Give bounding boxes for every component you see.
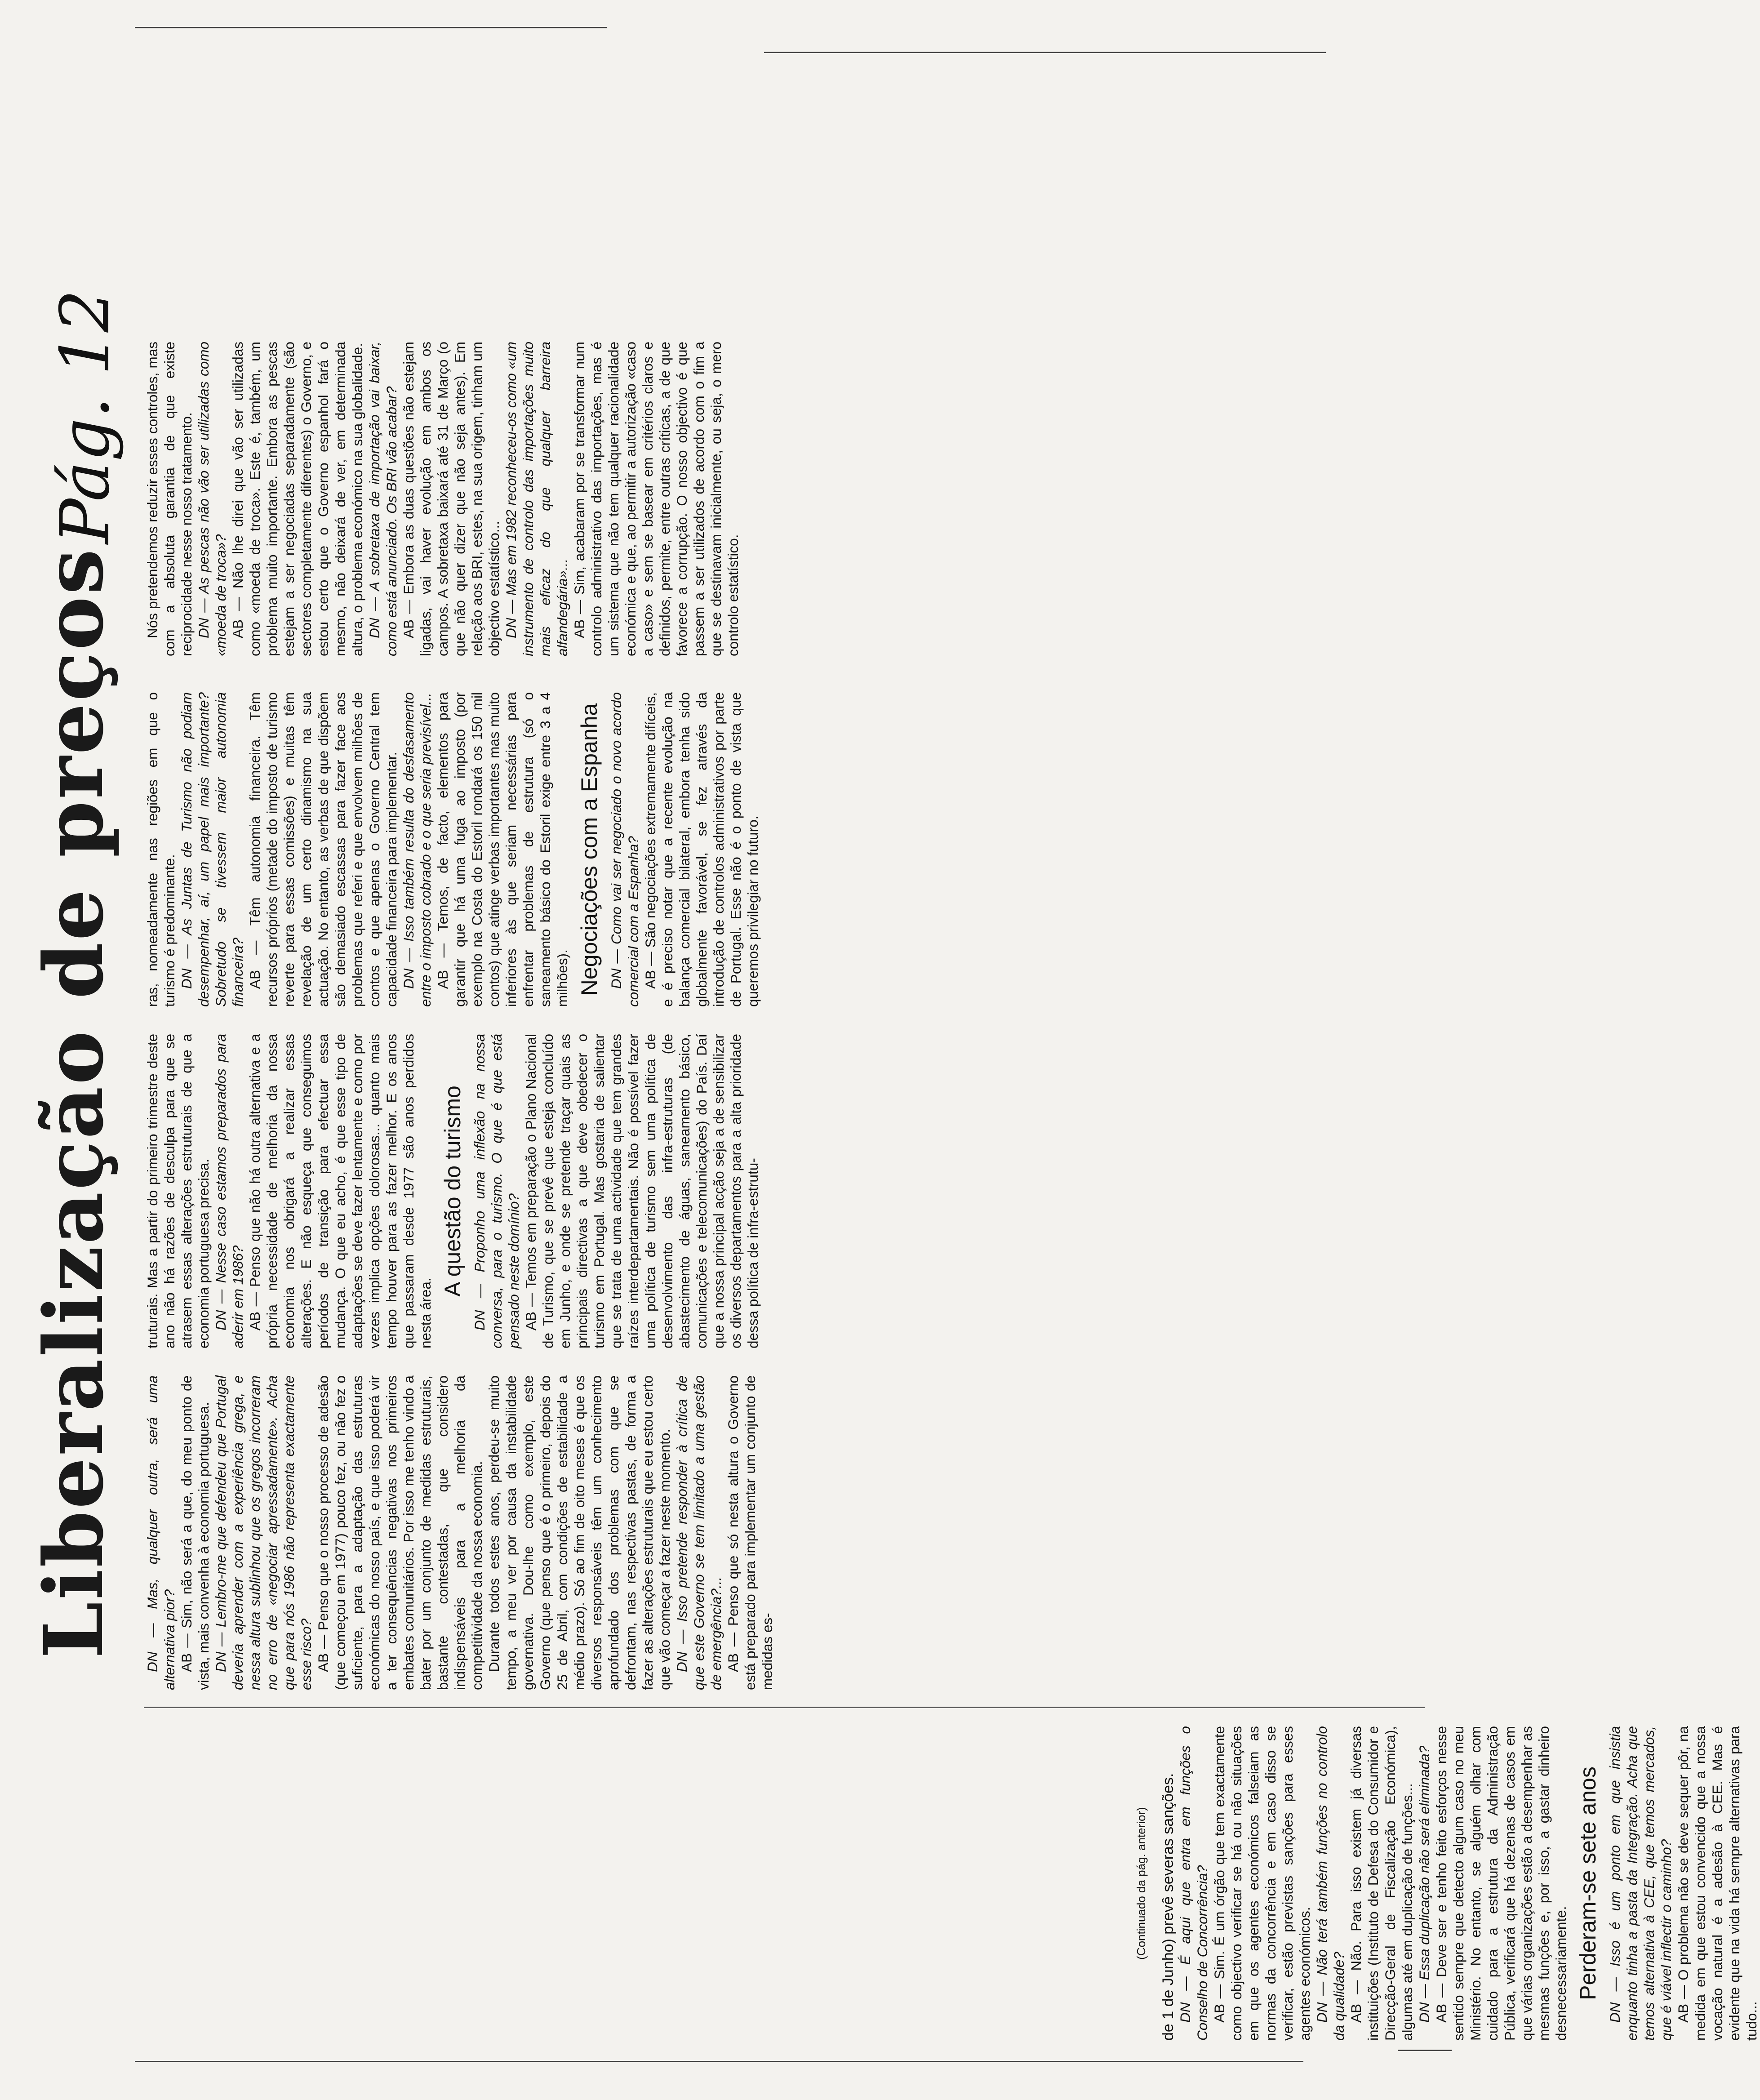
question: DN — As Juntas de Turismo não podiam desempenhar, aí, um papel mais importante? Sobretudo se tivessem maior autonomia financeira? <box>178 692 246 1007</box>
top-rule-left <box>135 27 607 28</box>
paragraph: ras, nomeadamente nas regiões em que o turismo é predominante. <box>144 692 178 1007</box>
column-3 <box>144 1034 761 1348</box>
answer: AB — Penso que só nesta altura o Governo está preparado para implementar um conjunto de medidas es- <box>725 1375 775 1690</box>
answer: AB — O problema não se deve sequer pôr, na medida em que estou convencido que a nossa vocação natural é a adesão à CEE. Mas é evidente que na vida há sempre alternativas para tudo... <box>1675 1726 1760 2041</box>
page-edge-mark <box>1398 2050 1452 2051</box>
section-heading: A questão do turismo <box>440 1086 465 1297</box>
question: DN — Essa duplicação não será eliminada? <box>1416 1745 1432 2023</box>
question: DN — Mas em 1982 reconheceu-os como «um instrumento de controlo das importações muito mais eficaz do que qualquer barreira alfandegária»... <box>503 342 570 656</box>
question: DN — É aqui que entra em funções o Conselho de Concorrência? <box>1177 1726 1210 2041</box>
question: DN — As pescas não vão ser utilizadas como «moeda de troca»? <box>196 342 229 656</box>
question: DN — A sobretaxa de importação vai baixar, como está anunciado. Os BRI vão acabar? <box>366 342 400 656</box>
handwritten-page-note: Pág. 12 <box>46 289 124 544</box>
headline: Liberalização de preços <box>27 547 121 1659</box>
bottom-rule <box>135 2061 1303 2062</box>
answer: AB — Penso que não há outra alternativa e a própria necessidade de melhoria da nossa economia nos obrigará a realizar essas alterações. E não esqueça que conseguimos períodos de transição para efectuar essa mudança. O que eu acho, é que esse tipo de adaptações se deve fazer lentamente e como por vezes implica opções dolorosas... quanto mais tempo houver para as fazer melhor. E os anos que passaram desde 1977 são anos perdidos nesta área. <box>247 1034 434 1348</box>
answer: AB — Sim. É um órgão que tem exactamente como objectivo verificar se há ou não situações em que os agentes económicos falseiam as normas da concorrência e em caso disso se verificar, estão previstas sanções para esses agentes económicos. <box>1211 1726 1313 2041</box>
answer: AB — Temos em preparação o Plano Nacional de Turismo, que se prevê que esteja concluído em Junho, e onde se pretende traçar quais as principais directivas a que deve obedecer o turismo em Portugal. Mas gostaria de salientar que se trata de uma actividade que tem grandes raízes interdepartamentais. Não é possível fazer uma política de turismo sem uma política de desenvolvimento das infra-estruturas (de abastecimento de águas, saneamento básico, comunicações e telecomunicações) do País. Daí que a nossa principal acção seja a de sensibilizar os diversos departamentos para a alta prioridade dessa política de infra-estrutu- <box>523 1034 761 1348</box>
paragraph: Durante todos estes anos, perdeu-se muito tempo, a meu ver por causa da instabilidade governativa. Dou-lhe como exemplo, este Governo (que penso que é o primeiro, depois do 25 de Abril, com condições de estabilidade a médio prazo). Só ao fim de oito meses é que os diversos responsáveis têm um conhecimento aprofundado dos problemas com que se defrontam, nas respectivas pastas, de forma a fazer as alterações estruturais que eu estou certo que vão começar a fazer neste momento. <box>486 1375 673 1690</box>
column-divider <box>144 1707 1425 1708</box>
paragraph: de 1 de Junho) prevê severas sanções. <box>1160 1773 1177 2041</box>
question: DN — Proponho uma inflexão na nossa conversa, para o turismo. O que é que está pensado neste domínio? <box>471 1034 522 1348</box>
question: DN — Isso pretende responder à crítica de que este Governo se tem limitado a uma gestão de emergência?... <box>674 1375 724 1690</box>
answer: AB — Não. Para isso existem já diversas instituições (Instituto de Defesa do Consumidor e Direcção-Geral de Fiscalização Económica), algumas até em duplicação de funções... <box>1348 1726 1415 2041</box>
column-1 <box>1133 1726 1760 2041</box>
section-heading: Negociações com a Espanha <box>577 703 602 996</box>
answer: AB — São negociações extremamente difíceis, e é preciso notar que a recente evolução na balança comercial bilateral, embora tenha sido globalmente favorável, se fez através da introdução de controlos administrativos por parte de Portugal. Esse não é o ponto de vista que queremos privilegiar no futuro. <box>642 692 761 1007</box>
question: DN — Lembro-me que defendeu que Portugal deveria aprender com a experiência grega, e nessa altura sublinhou que os gregos incorreram no erro de «negociar apressadamente». Acha que para nós 1986 não representa exactamente esse risco? <box>213 1375 314 1690</box>
continued-note: (Continuado da pág. anterior) <box>1134 1807 1148 1960</box>
column-2 <box>144 1375 776 1690</box>
answer: AB — Têm autonomia financeira. Têm recursos próprios (metade do imposto de turismo reverte para essas comissões) e muitas têm revelação de um certo dinamismo na sua actuação. No entanto, as verbas de que dispõem são demasiado escassas para fazer face aos problemas que referi e que envolvem milhões de contos e que apenas o Governo Central tem capacidade financeira para implementar. <box>247 692 400 1007</box>
top-rule-right <box>764 52 1326 53</box>
rotated-article <box>27 63 1760 2041</box>
answer: AB — Penso que o nosso processo de adesão (que começou em 1977) pouco fez, ou não fez o suficiente, para a adaptação das estruturas económicas do nosso país, e que isso poderá vir a ter consequências negativas nos primeiros embates comunitários. Por isso me tenho vindo a bater por um conjunto de medidas estruturais, bastante contestadas, que considero indispensáveis para a melhoria da competitividade da nossa economia. <box>315 1375 485 1690</box>
answer: AB — Sim, acabaram por se transformar num controlo administrativo das importações, mas é um sistema que não tem qualquer racionalidade económica e que, ao permitir a autorização «caso a caso» e sem se basear em critérios claros e definidos, permite, entre outras críticas, a de que favorece a corrupção. O nosso objectivo é que passem a ser utilizados de acordo com o fim a que se destinavam inicialmente, ou seja, o mero controlo estatístico. <box>571 342 741 656</box>
answer: AB — Embora as duas questões não estejam ligadas, vai haver evolução em ambos os campos. A sobretaxa baixará até 31 de Março (o que não quer dizer que não seja antes). Em relação aos BRI, estes, na sua origem, tinham um objectivo estatístico... <box>400 342 502 656</box>
answer: AB — Deve ser e tenho feito esforços nesse sentido sempre que detecto algum caso no meu Ministério. No entanto, se alguém olhar com cuidado para a estrutura da Administração Pública, verificará que há dezenas de casos em que várias organizações estão a desempenhar as mesmas funções e, por isso, a gastar dinheiro desnecessariamente. <box>1433 1726 1569 2041</box>
question: DN — Não terá também funções no controlo da qualidade? <box>1314 1726 1347 2041</box>
section-heading: Perderam-se sete anos <box>1575 1766 1600 2000</box>
question: DN — Nesse caso estamos preparados para aderir em 1986? <box>213 1034 246 1348</box>
question: DN — Como vai ser negociado o novo acordo comercial com a Espanha? <box>608 692 641 1007</box>
question: DN — Isso é um ponto em que insistia enquanto tinha a pasta da Integração. Acha que temos alternativa à CEE, que temos mercados, que é viável inflectir o caminho? <box>1607 1726 1674 2041</box>
answer: AB — Não lhe direi que vão ser utilizadas como «moeda de troca». Este é, também, um problema muito importante. Embora as pescas estejam a ser negociadas separadamente (são sectores completamente diferentes) o Governo, e estou certo que o Governo espanhol fará o mesmo, não deixará de ver, em determinada altura, o problema económico na sua globalidade. <box>230 342 365 656</box>
question: DN — Isso também resulta do desfasamento entre o imposto cobrado e o que seria previsível... <box>400 692 434 1007</box>
paragraph: Nós pretendemos reduzir esses controles, mas com a absoluta garantia de que existe reciprocidade nesse nosso tratamento. <box>144 342 195 656</box>
question: DN — Mas, qualquer outra, será uma alternativa pior? <box>144 1375 178 1690</box>
column-4 <box>144 692 761 1007</box>
column-5 <box>144 342 742 656</box>
answer: AB — Temos, de facto, elementos para garantir que há uma fuga ao imposto (por exemplo na Costa do Estoril rondará os 150 mil contos) que atinge verbas importantes mas muito inferiores às que seriam necessárias para enfrentar problemas de estrutura (só o saneamento básico do Estoril exige entre 3 a 4 milhões). <box>435 692 570 1007</box>
paragraph: truturais. Mas a partir do primeiro trimestre deste ano não há razões de desculpa para que se atrasem essas alterações estruturais de que a economia portuguesa precisa. <box>144 1034 212 1348</box>
answer: AB — Sim, não será a que, do meu ponto de vista, mais convenha à economia portuguesa. <box>178 1375 212 1690</box>
